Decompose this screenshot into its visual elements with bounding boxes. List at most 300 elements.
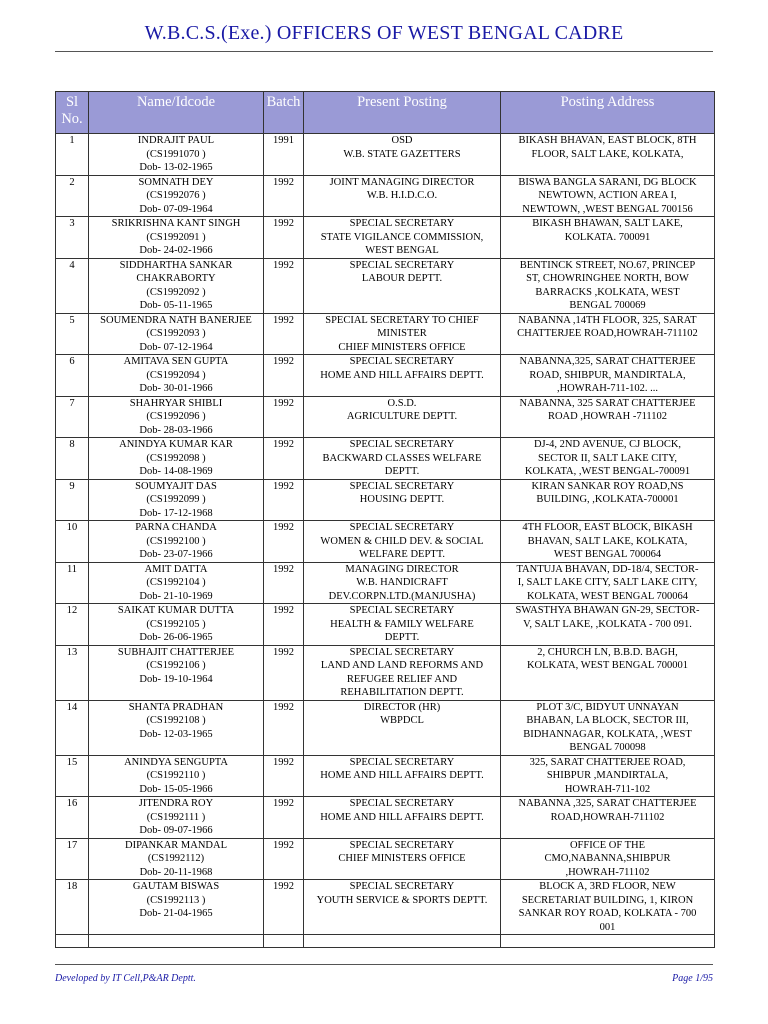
- officer-idcode: (CS1992106 ): [146, 660, 206, 671]
- address-line: 4TH FLOOR, EAST BLOCK, BIKASH: [522, 522, 693, 533]
- address-line: BARRACKS ,KOLKATA, WEST: [535, 286, 680, 298]
- column-header-posting: Present Posting: [304, 92, 501, 134]
- officer-name: SHANTA PRADHAN: [128, 701, 224, 713]
- officer-idcode: (CS1992076 ): [146, 190, 206, 201]
- address-line: ROAD ,HOWRAH -711102: [547, 411, 668, 422]
- cell-batch: [264, 645, 304, 700]
- address-line: BENGAL 700069: [569, 300, 646, 311]
- cell-sl: [56, 258, 89, 313]
- posting-line: SPECIAL SECRETARY TO CHIEF: [325, 314, 479, 326]
- cell-sl: [56, 521, 89, 563]
- cell-posting: [304, 134, 501, 176]
- officer-dob: Dob- 20-11-1968: [139, 866, 213, 878]
- address-line: PLOT 3/C, BIDYUT UNNAYAN: [536, 701, 679, 713]
- officer-name: SOUMYAJIT DAS: [135, 480, 217, 492]
- cell-address: [501, 479, 715, 521]
- table-body: [56, 134, 715, 948]
- address-line: 325, SARAT CHATTERJEE ROAD,: [529, 756, 686, 768]
- batch-year: 1992: [273, 356, 294, 367]
- posting-line: BACKWARD CLASSES WELFARE: [322, 452, 482, 464]
- cell-address: [501, 838, 715, 880]
- officer-dob: Dob- 21-10-1969: [139, 590, 213, 602]
- officer-idcode: (CS1992108 ): [146, 715, 206, 726]
- cell-posting: [304, 880, 501, 935]
- serial-number: 17: [66, 839, 78, 851]
- officer-dob: Dob- 12-03-1965: [139, 728, 213, 740]
- address-line: FLOOR, SALT LAKE, KOLKATA,: [531, 148, 684, 160]
- cell-address: [501, 355, 715, 397]
- address-line: BHABAN, LA BLOCK, SECTOR III,: [526, 715, 689, 726]
- officer-idcode: (CS1992093 ): [146, 328, 206, 339]
- posting-line: WBPDCL: [380, 715, 424, 726]
- cell-name: [89, 313, 264, 355]
- serial-number: 9: [69, 480, 75, 492]
- column-header-name: Name/Idcode: [89, 92, 264, 134]
- address-line: NABANNA ,14TH FLOOR, 325, SARAT: [518, 314, 697, 326]
- cell-sl: [56, 438, 89, 480]
- address-line: DJ-4, 2ND AVENUE, CJ BLOCK,: [533, 439, 682, 450]
- officer-name: JITENDRA ROY: [138, 798, 214, 809]
- cell-batch: [264, 175, 304, 217]
- cell-address: [501, 562, 715, 604]
- cell-batch: [264, 838, 304, 880]
- batch-year: 1992: [273, 646, 294, 658]
- address-line: BIDHANNAGAR, KOLKATA, ,WEST: [523, 728, 692, 740]
- cell-name: [89, 521, 264, 563]
- posting-line: HOME AND HILL AFFAIRS DEPTT.: [320, 770, 484, 781]
- officer-name: ANINDYA KUMAR KAR: [119, 439, 233, 450]
- posting-line: W.B. H.I.D.C.O.: [366, 190, 438, 201]
- officer-dob: Dob- 15-05-1966: [139, 783, 213, 795]
- officer-idcode: (CS1992098 ): [146, 452, 206, 464]
- cell-sl: [56, 700, 89, 755]
- posting-line: DIRECTOR (HR): [363, 701, 441, 713]
- cell-sl: [56, 217, 89, 259]
- serial-number: 12: [66, 605, 78, 616]
- address-line: NABANNA,325, SARAT CHATTERJEE: [519, 356, 696, 367]
- batch-year: 1992: [273, 563, 294, 575]
- officer-name: ANINDYA SENGUPTA: [124, 756, 228, 768]
- cell-address: [501, 755, 715, 797]
- posting-line: OSD: [391, 135, 413, 146]
- officer-name: SRIKRISHNA KANT SINGH: [111, 218, 241, 229]
- cell-batch: [264, 396, 304, 438]
- address-line: ST, CHOWRINGHEE NORTH, BOW: [526, 273, 689, 284]
- officer-name: PARNA CHANDA: [135, 522, 217, 533]
- cell-sl: [56, 797, 89, 839]
- cell-name: [89, 355, 264, 397]
- officers-table: [55, 91, 715, 948]
- posting-line: HOME AND HILL AFFAIRS DEPTT.: [320, 811, 484, 823]
- address-line: ,HOWRAH-711102: [565, 866, 650, 878]
- cell-name: [89, 755, 264, 797]
- cell-name: [89, 700, 264, 755]
- batch-year: 1992: [273, 480, 294, 492]
- posting-line: SPECIAL SECRETARY: [349, 881, 455, 892]
- cell-batch: [264, 258, 304, 313]
- cell-posting: [304, 396, 501, 438]
- posting-line: LAND AND LAND REFORMS AND: [320, 660, 484, 671]
- serial-number: 13: [66, 646, 78, 658]
- address-line: CHATTERJEE ROAD,HOWRAH-711102: [517, 328, 698, 339]
- serial-number: 18: [66, 881, 78, 892]
- address-line: NABANNA ,325, SARAT CHATTERJEE: [518, 798, 697, 809]
- cell-sl: [56, 604, 89, 646]
- address-line: KOLKATA, ,WEST BENGAL-700091: [524, 466, 691, 477]
- cell-posting: [304, 604, 501, 646]
- empty-cell: [501, 935, 715, 948]
- address-line: BLOCK A, 3RD FLOOR, NEW: [539, 881, 676, 892]
- address-line: CMO,NABANNA,SHIBPUR: [544, 853, 671, 864]
- posting-line: SPECIAL SECRETARY: [349, 356, 455, 367]
- cell-name: [89, 175, 264, 217]
- officer-idcode: (CS1992110 ): [146, 770, 206, 781]
- posting-line: WEST BENGAL: [365, 245, 439, 256]
- cell-address: [501, 700, 715, 755]
- cell-sl: [56, 562, 89, 604]
- posting-line: SPECIAL SECRETARY: [349, 798, 455, 809]
- posting-line: SPECIAL SECRETARY: [349, 605, 455, 616]
- posting-line: MINISTER: [377, 328, 427, 339]
- cell-posting: [304, 313, 501, 355]
- cell-posting: [304, 562, 501, 604]
- address-line: BHAVAN, SALT LAKE, KOLKATA,: [527, 535, 688, 547]
- serial-number: 2: [69, 176, 75, 188]
- posting-line: CHIEF MINISTERS OFFICE: [338, 341, 466, 353]
- cell-batch: [264, 755, 304, 797]
- column-header-batch: Batch: [264, 92, 304, 134]
- cell-posting: [304, 838, 501, 880]
- cell-posting: [304, 700, 501, 755]
- table-row: [56, 797, 715, 839]
- address-line: OFFICE OF THE: [569, 839, 646, 851]
- table-row: [56, 355, 715, 397]
- batch-year: 1992: [273, 839, 294, 851]
- address-line: TANTUJA BHAVAN, DD-18/4, SECTOR-: [516, 563, 699, 575]
- cell-sl: [56, 355, 89, 397]
- address-line: HOWRAH-711-102: [564, 783, 651, 795]
- table-row: [56, 604, 715, 646]
- cell-address: [501, 797, 715, 839]
- batch-year: 1991: [273, 135, 294, 146]
- officer-idcode: (CS1992094 ): [146, 369, 206, 381]
- cell-name: [89, 217, 264, 259]
- officer-idcode: (CS1992111 ): [146, 811, 206, 823]
- officer-idcode: (CS1992092 ): [146, 286, 206, 298]
- officer-name: GAUTAM BISWAS: [132, 881, 220, 892]
- serial-number: 1: [69, 135, 75, 146]
- officer-idcode: (CS1992091 ): [146, 231, 206, 243]
- cell-address: [501, 258, 715, 313]
- cell-batch: [264, 134, 304, 176]
- officer-dob: Dob- 24-02-1966: [139, 245, 213, 256]
- posting-line: STATE VIGILANCE COMMISSION,: [320, 231, 484, 243]
- officer-idcode: (CS1992096 ): [146, 411, 206, 422]
- cell-name: [89, 838, 264, 880]
- address-line: SANKAR ROY ROAD, KOLKATA - 700: [518, 908, 697, 919]
- address-line: I, SALT LAKE CITY, SALT LAKE CITY,: [517, 577, 698, 588]
- table-row: [56, 880, 715, 935]
- table-row: [56, 562, 715, 604]
- cell-address: [501, 521, 715, 563]
- address-line: SECTOR II, SALT LAKE CITY,: [537, 452, 678, 464]
- cell-posting: [304, 438, 501, 480]
- serial-number: 8: [69, 439, 75, 450]
- cell-name: [89, 604, 264, 646]
- cell-posting: [304, 258, 501, 313]
- officer-dob: Dob- 05-11-1965: [139, 300, 213, 311]
- posting-line: WOMEN & CHILD DEV. & SOCIAL: [320, 535, 484, 547]
- serial-number: 3: [69, 218, 75, 229]
- empty-cell: [56, 935, 89, 948]
- officer-dob: Dob- 23-07-1966: [139, 549, 213, 560]
- serial-number: 15: [66, 756, 78, 768]
- address-line: BIKASH BHAVAN, EAST BLOCK, 8TH: [518, 135, 697, 146]
- table-header-row: [56, 92, 715, 134]
- batch-year: 1992: [273, 798, 294, 809]
- posting-line: O.S.D.: [387, 397, 417, 409]
- address-line: ,HOWRAH-711-102. ...: [556, 383, 659, 394]
- posting-line: SPECIAL SECRETARY: [349, 839, 455, 851]
- posting-line: SPECIAL SECRETARY: [349, 259, 455, 271]
- table-row: [56, 258, 715, 313]
- cell-posting: [304, 175, 501, 217]
- posting-line: REFUGEE RELIEF AND: [346, 673, 458, 685]
- officer-dob: Dob- 26-06-1965: [139, 632, 213, 643]
- officer-dob: Dob- 09-07-1966: [139, 825, 213, 836]
- posting-line: YOUTH SERVICE & SPORTS DEPTT.: [316, 894, 488, 906]
- empty-row: [56, 935, 715, 948]
- officer-idcode: (CS1992099 ): [146, 494, 206, 505]
- posting-line: SPECIAL SECRETARY: [349, 646, 455, 658]
- posting-line: WELFARE DEPTT.: [359, 549, 445, 560]
- posting-line: SPECIAL SECRETARY: [349, 218, 455, 229]
- officer-name: SOMNATH DEY: [138, 176, 214, 188]
- serial-number: 14: [66, 701, 78, 713]
- footer-divider: [55, 964, 713, 965]
- officer-idcode: (CS1992105 ): [146, 618, 206, 630]
- officer-idcode: (CS1991070 ): [146, 148, 206, 160]
- table-row: [56, 479, 715, 521]
- address-line: KOLKATA, WEST BENGAL 700064: [526, 590, 689, 602]
- address-line: 001: [599, 921, 616, 933]
- officer-idcode: (CS1992112): [147, 853, 205, 864]
- batch-year: 1992: [273, 176, 294, 188]
- cell-sl: [56, 175, 89, 217]
- officer-name: AMITAVA SEN GUPTA: [123, 356, 229, 367]
- officer-dob: Dob- 17-12-1968: [139, 507, 213, 519]
- cell-sl: [56, 134, 89, 176]
- serial-number: 5: [69, 314, 75, 326]
- table-row: [56, 175, 715, 217]
- batch-year: 1992: [273, 756, 294, 768]
- posting-line: LABOUR DEPTT.: [361, 273, 443, 284]
- officer-idcode: (CS1992113 ): [146, 894, 206, 906]
- serial-number: 16: [66, 798, 78, 809]
- address-line: SWASTHYA BHAWAN GN-29, SECTOR-: [515, 605, 700, 616]
- cell-address: [501, 604, 715, 646]
- cell-sl: [56, 313, 89, 355]
- empty-cell: [304, 935, 501, 948]
- table-row: [56, 700, 715, 755]
- cell-address: [501, 313, 715, 355]
- cell-posting: [304, 217, 501, 259]
- serial-number: 6: [69, 356, 75, 367]
- officer-dob: Dob- 19-10-1964: [139, 673, 213, 685]
- table-row: [56, 521, 715, 563]
- cell-sl: [56, 880, 89, 935]
- cell-posting: [304, 755, 501, 797]
- address-line: 2, CHURCH LN, B.B.D. BAGH,: [537, 646, 678, 658]
- table-row: [56, 438, 715, 480]
- address-line: NEWTOWN, ACTION AREA I,: [538, 190, 677, 201]
- table-row: [56, 313, 715, 355]
- cell-batch: [264, 700, 304, 755]
- officer-name: SOUMENDRA NATH BANERJEE: [100, 314, 252, 326]
- cell-name: [89, 134, 264, 176]
- cell-name: [89, 479, 264, 521]
- table-row: [56, 134, 715, 176]
- empty-cell: [264, 935, 304, 948]
- posting-line: DEPTT.: [384, 466, 420, 477]
- cell-address: [501, 880, 715, 935]
- column-header-address: Posting Address: [501, 92, 715, 134]
- posting-line: AGRICULTURE DEPTT.: [346, 411, 458, 422]
- address-line: BUILDING, ,KOLKATA-700001: [536, 494, 679, 505]
- batch-year: 1992: [273, 397, 294, 409]
- posting-line: DEV.CORPN.LTD.(MANJUSHA): [328, 590, 476, 602]
- address-line: ROAD, SHIBPUR, MANDIRTALA,: [529, 369, 686, 381]
- column-header-sl: Sl No.: [56, 92, 89, 134]
- cell-address: [501, 134, 715, 176]
- posting-line: MANAGING DIRECTOR: [345, 563, 459, 575]
- posting-line: REHABILITATION DEPTT.: [340, 687, 464, 698]
- serial-number: 10: [66, 522, 78, 533]
- cell-sl: [56, 479, 89, 521]
- posting-line: JOINT MANAGING DIRECTOR: [329, 176, 475, 188]
- table-row: [56, 755, 715, 797]
- cell-sl: [56, 645, 89, 700]
- cell-sl: [56, 838, 89, 880]
- posting-line: SPECIAL SECRETARY: [349, 522, 455, 533]
- cell-batch: [264, 521, 304, 563]
- cell-address: [501, 438, 715, 480]
- posting-line: CHIEF MINISTERS OFFICE: [338, 853, 466, 864]
- cell-address: [501, 217, 715, 259]
- officer-idcode: (CS1992100 ): [146, 535, 206, 547]
- officer-dob: Dob- 14-08-1969: [139, 466, 213, 477]
- batch-year: 1992: [273, 701, 294, 713]
- cell-posting: [304, 797, 501, 839]
- officer-dob: Dob- 21-04-1965: [139, 908, 213, 919]
- officer-dob: Dob- 28-03-1966: [139, 424, 213, 436]
- address-line: NABANNA, 325 SARAT CHATTERJEE: [519, 397, 696, 409]
- posting-line: HOUSING DEPTT.: [359, 494, 445, 505]
- cell-batch: [264, 479, 304, 521]
- cell-name: [89, 645, 264, 700]
- officer-dob: Dob- 07-12-1964: [139, 341, 213, 353]
- cell-batch: [264, 880, 304, 935]
- batch-year: 1992: [273, 522, 294, 533]
- address-line: ROAD,HOWRAH-711102: [550, 811, 665, 823]
- officer-dob: Dob- 13-02-1965: [139, 162, 213, 173]
- cell-batch: [264, 604, 304, 646]
- batch-year: 1992: [273, 259, 294, 271]
- cell-posting: [304, 645, 501, 700]
- officer-name: AMIT DATTA: [144, 563, 208, 575]
- cell-name: [89, 438, 264, 480]
- footer-credit: Developed by IT Cell,P&AR Deptt.: [55, 973, 196, 984]
- cell-name: [89, 396, 264, 438]
- batch-year: 1992: [273, 439, 294, 450]
- page-number: Page 1/95: [672, 973, 713, 984]
- address-line: BISWA BANGLA SARANI, DG BLOCK: [518, 176, 697, 188]
- batch-year: 1992: [273, 314, 294, 326]
- address-line: KIRAN SANKAR ROY ROAD,NS: [531, 480, 684, 492]
- posting-line: W.B. STATE GAZETTERS: [343, 148, 461, 160]
- address-line: KOLKATA, WEST BENGAL 700001: [526, 660, 689, 671]
- posting-line: DEPTT.: [384, 632, 420, 643]
- cell-name: [89, 880, 264, 935]
- cell-batch: [264, 562, 304, 604]
- cell-name: [89, 258, 264, 313]
- table-row: [56, 645, 715, 700]
- batch-year: 1992: [273, 881, 294, 892]
- officer-idcode: (CS1992104 ): [146, 577, 206, 588]
- officer-name: SHAHRYAR SHIBLI: [129, 397, 223, 409]
- table-row: [56, 838, 715, 880]
- cell-sl: [56, 755, 89, 797]
- cell-posting: [304, 521, 501, 563]
- table-row: [56, 217, 715, 259]
- serial-number: 4: [69, 259, 75, 271]
- cell-name: [89, 797, 264, 839]
- officer-name-cont: CHAKRABORTY: [136, 273, 216, 284]
- address-line: V, SALT LAKE, ,KOLKATA - 700 091.: [523, 618, 692, 630]
- officer-name: SAIKAT KUMAR DUTTA: [117, 605, 235, 616]
- officer-name: INDRAJIT PAUL: [137, 135, 215, 146]
- cell-posting: [304, 355, 501, 397]
- officer-dob: Dob- 30-01-1966: [139, 383, 213, 394]
- batch-year: 1992: [273, 218, 294, 229]
- cell-posting: [304, 479, 501, 521]
- cell-address: [501, 645, 715, 700]
- cell-address: [501, 175, 715, 217]
- address-line: KOLKATA. 700091: [564, 231, 651, 243]
- address-line: WEST BENGAL 700064: [553, 549, 662, 560]
- table-row: [56, 396, 715, 438]
- cell-batch: [264, 355, 304, 397]
- page-title: W.B.C.S.(Exe.) OFFICERS OF WEST BENGAL CADRE: [144, 22, 624, 44]
- posting-line: HOME AND HILL AFFAIRS DEPTT.: [320, 369, 484, 381]
- posting-line: HEALTH & FAMILY WELFARE: [330, 618, 474, 630]
- serial-number: 11: [66, 563, 78, 575]
- address-line: BENGAL 700098: [569, 742, 646, 753]
- officer-name: DIPANKAR MANDAL: [125, 839, 227, 851]
- address-line: SECRETARIAT BUILDING, 1, KIRON: [521, 894, 694, 906]
- address-line: NEWTOWN, ,WEST BENGAL 700156: [522, 203, 693, 215]
- address-line: SHIBPUR ,MANDIRTALA,: [546, 770, 669, 781]
- cell-address: [501, 396, 715, 438]
- cell-batch: [264, 438, 304, 480]
- posting-line: SPECIAL SECRETARY: [349, 480, 455, 492]
- address-line: BIKASH BHAWAN, SALT LAKE,: [532, 218, 683, 229]
- cell-name: [89, 562, 264, 604]
- posting-line: SPECIAL SECRETARY: [349, 756, 455, 768]
- empty-cell: [89, 935, 264, 948]
- officer-dob: Dob- 07-09-1964: [139, 203, 213, 215]
- serial-number: 7: [69, 397, 75, 409]
